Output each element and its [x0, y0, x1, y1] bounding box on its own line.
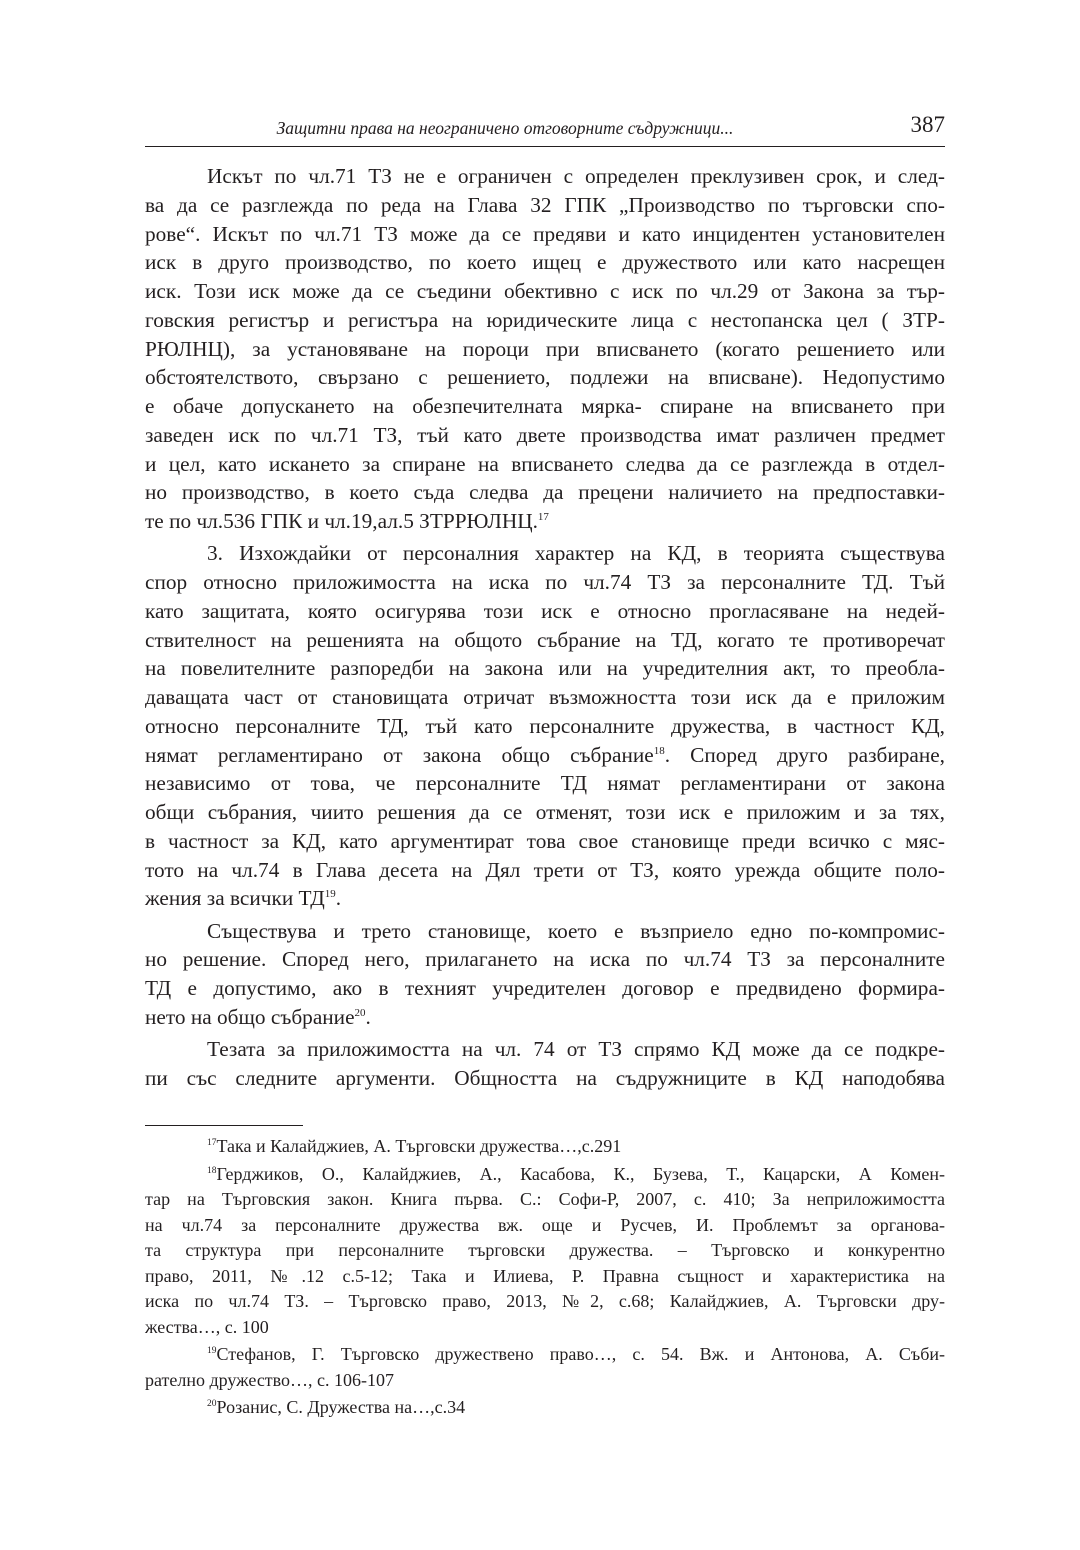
text-segment: РЮЛНЦ), за установяване на пороци при вписването (когато решението или: [145, 336, 945, 361]
text-segment: даващата част от становищата отричат възможността този иск да е приложим: [145, 685, 945, 709]
text-segment: право, 2011, №.12 с.5-12; Така и Илиева, Р. Правна същност и характеристика на: [145, 1265, 945, 1286]
running-header: [145, 112, 945, 147]
text-line: [145, 248, 945, 277]
text-segment: Тезата за приложимостта на чл. 74 от ТЗ спрямо КД може да се подкре-: [207, 1037, 945, 1061]
text-line: [145, 539, 945, 568]
text-line: [145, 306, 945, 335]
paragraph: [145, 917, 945, 1032]
text-line: [145, 917, 945, 946]
text-segment: тото на чл.74 в Глава десета на Дял трети от ТЗ, която урежда общите поло-: [145, 857, 945, 882]
text-line: [145, 507, 945, 536]
text-line: [145, 1315, 945, 1341]
footnote-separator: [145, 1125, 303, 1126]
text-line: [145, 827, 945, 856]
text-segment: рове“. Искът по чл.71 ТЗ може да се предяви и като инцидентен установителен: [145, 221, 945, 246]
text-line: [145, 1264, 945, 1290]
text-segment: нето на общо събрание: [145, 1004, 355, 1029]
text-segment: заведен иск по чл.71 ТЗ, тъй като двете производства имат различен предмет: [145, 422, 945, 447]
page-number: 387: [910, 112, 945, 137]
footnote-ref: 18: [653, 744, 665, 757]
text-segment: иск в друго производство, по което ищец е дружеството или като насрещен: [145, 250, 945, 275]
footnote: [145, 1395, 945, 1421]
text-segment: Съществува и трето становище, което е възприело едно по-компромис-: [207, 918, 945, 943]
text-line: [145, 1162, 945, 1188]
text-line: [145, 363, 945, 392]
footnote-ref: 19: [324, 888, 336, 901]
footnote-ref: 17: [537, 511, 549, 523]
text-segment: нямат регламентирано от закона общо събрание: [145, 742, 654, 767]
text-segment: Стефанов, Г. Търговско дружествено право…, с. 54. Вж. и Антонова, А. Съби-: [216, 1344, 945, 1364]
text-segment: в частност за КД, като аргументират това свое становище преди всичко с мяс-: [145, 828, 945, 853]
text-line: [145, 945, 945, 974]
text-segment: .: [365, 1004, 371, 1029]
text-segment: на повелителните разпоредби на закона или на учредителния акт, то преобла-: [145, 656, 945, 681]
text-segment: на чл.74 за персоналните дружества вж. още и Русчев, И. Проблемът за органова-: [145, 1214, 945, 1235]
text-line: [145, 884, 945, 913]
text-line: [145, 1368, 945, 1394]
text-segment: ствителност на решенията на общото събрание на ТД, когато те противоречат: [145, 627, 945, 652]
text-line: [145, 421, 945, 450]
text-line: [145, 335, 945, 364]
text-segment: жества…, с. 100: [145, 1316, 269, 1337]
text-line: [145, 712, 945, 741]
text-segment: но решение. Според него, прилагането на иска по чл.74 ТЗ за персоналните: [145, 947, 945, 972]
text-line: [145, 1213, 945, 1239]
text-segment: Така и Калайджиев, А. Търговски дружества…,с.291: [216, 1136, 622, 1156]
text-line: [145, 974, 945, 1003]
text-line: [145, 856, 945, 885]
text-segment: ТД е допустимо, ако в техният учредителен договор е предвидено формира-: [145, 976, 945, 1000]
text-line: [145, 450, 945, 479]
text-line: [145, 769, 945, 798]
footnote-number: 18: [207, 1165, 217, 1176]
text-segment: и цел, като искането за спиране на вписването следва да се разглежда в отдел-: [145, 451, 945, 476]
footnote: [145, 1342, 945, 1393]
footnote-number: 19: [207, 1346, 217, 1356]
footnote-ref: 20: [354, 1006, 366, 1019]
text-segment: рателно дружество…, с. 106-107: [145, 1369, 395, 1390]
text-line: [145, 191, 945, 220]
text-line: [145, 1064, 945, 1093]
running-title: Защитни права на неограничено отговорните съдружници...: [276, 118, 734, 138]
text-line: [145, 597, 945, 626]
text-segment: .: [335, 886, 342, 911]
text-segment: но производство, в което съда следва да прецени наличието на предпоставки-: [145, 480, 945, 505]
text-line: [145, 392, 945, 421]
text-segment: говския регистър и регистъра на юридическите лица с нестопанска цел ( ЗТР-: [145, 307, 945, 332]
text-segment: пи със следните аргументи. Общността на съдружниците в КД наподобява: [145, 1065, 945, 1090]
text-line: [145, 1395, 945, 1421]
text-segment: иска по чл.74 ТЗ. – Търговско право, 2013, №2, с.68; Калайджиев, А. Търговски дру-: [145, 1291, 945, 1311]
footnote: [145, 1134, 945, 1160]
text-line: [145, 568, 945, 597]
text-line: [145, 1003, 945, 1032]
text-segment: ва да се разглежда по реда на Глава 32 ГПК „Производство по търговски спо-: [145, 192, 945, 217]
text-segment: като защитата, която осигурява този иск е относно прогласяване на недей-: [145, 598, 945, 623]
text-line: [145, 798, 945, 827]
text-segment: . Според друго разбиране,: [664, 742, 945, 767]
body-text: [145, 162, 945, 1096]
text-segment: спор относно приложимостта на иска по чл.74 ТЗ за персоналните ТД. Тъй: [145, 570, 945, 594]
text-segment: Розанис, С. Дружества на…,с.34: [216, 1397, 466, 1417]
text-segment: иск. Този иск може да се съедини обективно с иск по чл.29 от Закона за тър-: [145, 279, 945, 303]
text-segment: относно персоналните ТД, тъй като персоналните дружества, в частност КД,: [145, 713, 945, 738]
text-segment: та структура при персоналните търговски дружества. – Търговско и конкурентно: [145, 1240, 945, 1260]
text-segment: обстоятелството, свързано с решението, подлежи на вписване). Недопустимо: [145, 365, 945, 390]
text-segment: е обаче допускането на обезпечителната мярка- спиране на вписването при: [145, 394, 945, 418]
text-line: [145, 277, 945, 306]
text-line: [145, 741, 945, 770]
paragraph: [145, 539, 945, 913]
paragraph: [145, 1035, 945, 1093]
text-segment: Герджиков, О., Калайджиев, А., Касабова, К., Бузева, Т., Кацарски, А Комен-: [216, 1163, 945, 1184]
text-segment: тар на Търговския закон. Книга първа. С.: Софи-Р, 2007, с. 410; За неприложимостта: [145, 1189, 945, 1209]
text-segment: те по чл.536 ГПК и чл.19,ал.5 ЗТРРЮЛНЦ.: [145, 509, 538, 533]
text-line: [145, 1035, 945, 1064]
text-line: [145, 683, 945, 712]
footnotes: [145, 1134, 945, 1423]
text-line: [145, 478, 945, 507]
text-line: [145, 1342, 945, 1368]
text-line: [145, 1134, 945, 1160]
text-segment: общи събрания, чиито решения да се отменят, този иск е приложим и за тях,: [145, 800, 945, 824]
text-line: [145, 1289, 945, 1315]
footnote-number: 20: [207, 1399, 217, 1409]
text-segment: независимо от това, че персоналните ТД нямат регламентирани от закона: [145, 771, 945, 796]
footnote: [145, 1162, 945, 1341]
text-line: [145, 1238, 945, 1264]
text-line: [145, 220, 945, 249]
text-line: [145, 1187, 945, 1213]
text-line: [145, 654, 945, 683]
paragraph: [145, 162, 945, 536]
text-segment: 3. Изхождайки от персоналния характер на КД, в теорията съществува: [207, 541, 945, 566]
text-line: [145, 162, 945, 191]
footnote-number: 17: [207, 1138, 217, 1148]
text-segment: Искът по чл.71 ТЗ не е ограничен с определен преклузивен срок, и след-: [207, 164, 945, 188]
text-line: [145, 626, 945, 655]
text-segment: жения за всички ТД: [145, 886, 325, 911]
